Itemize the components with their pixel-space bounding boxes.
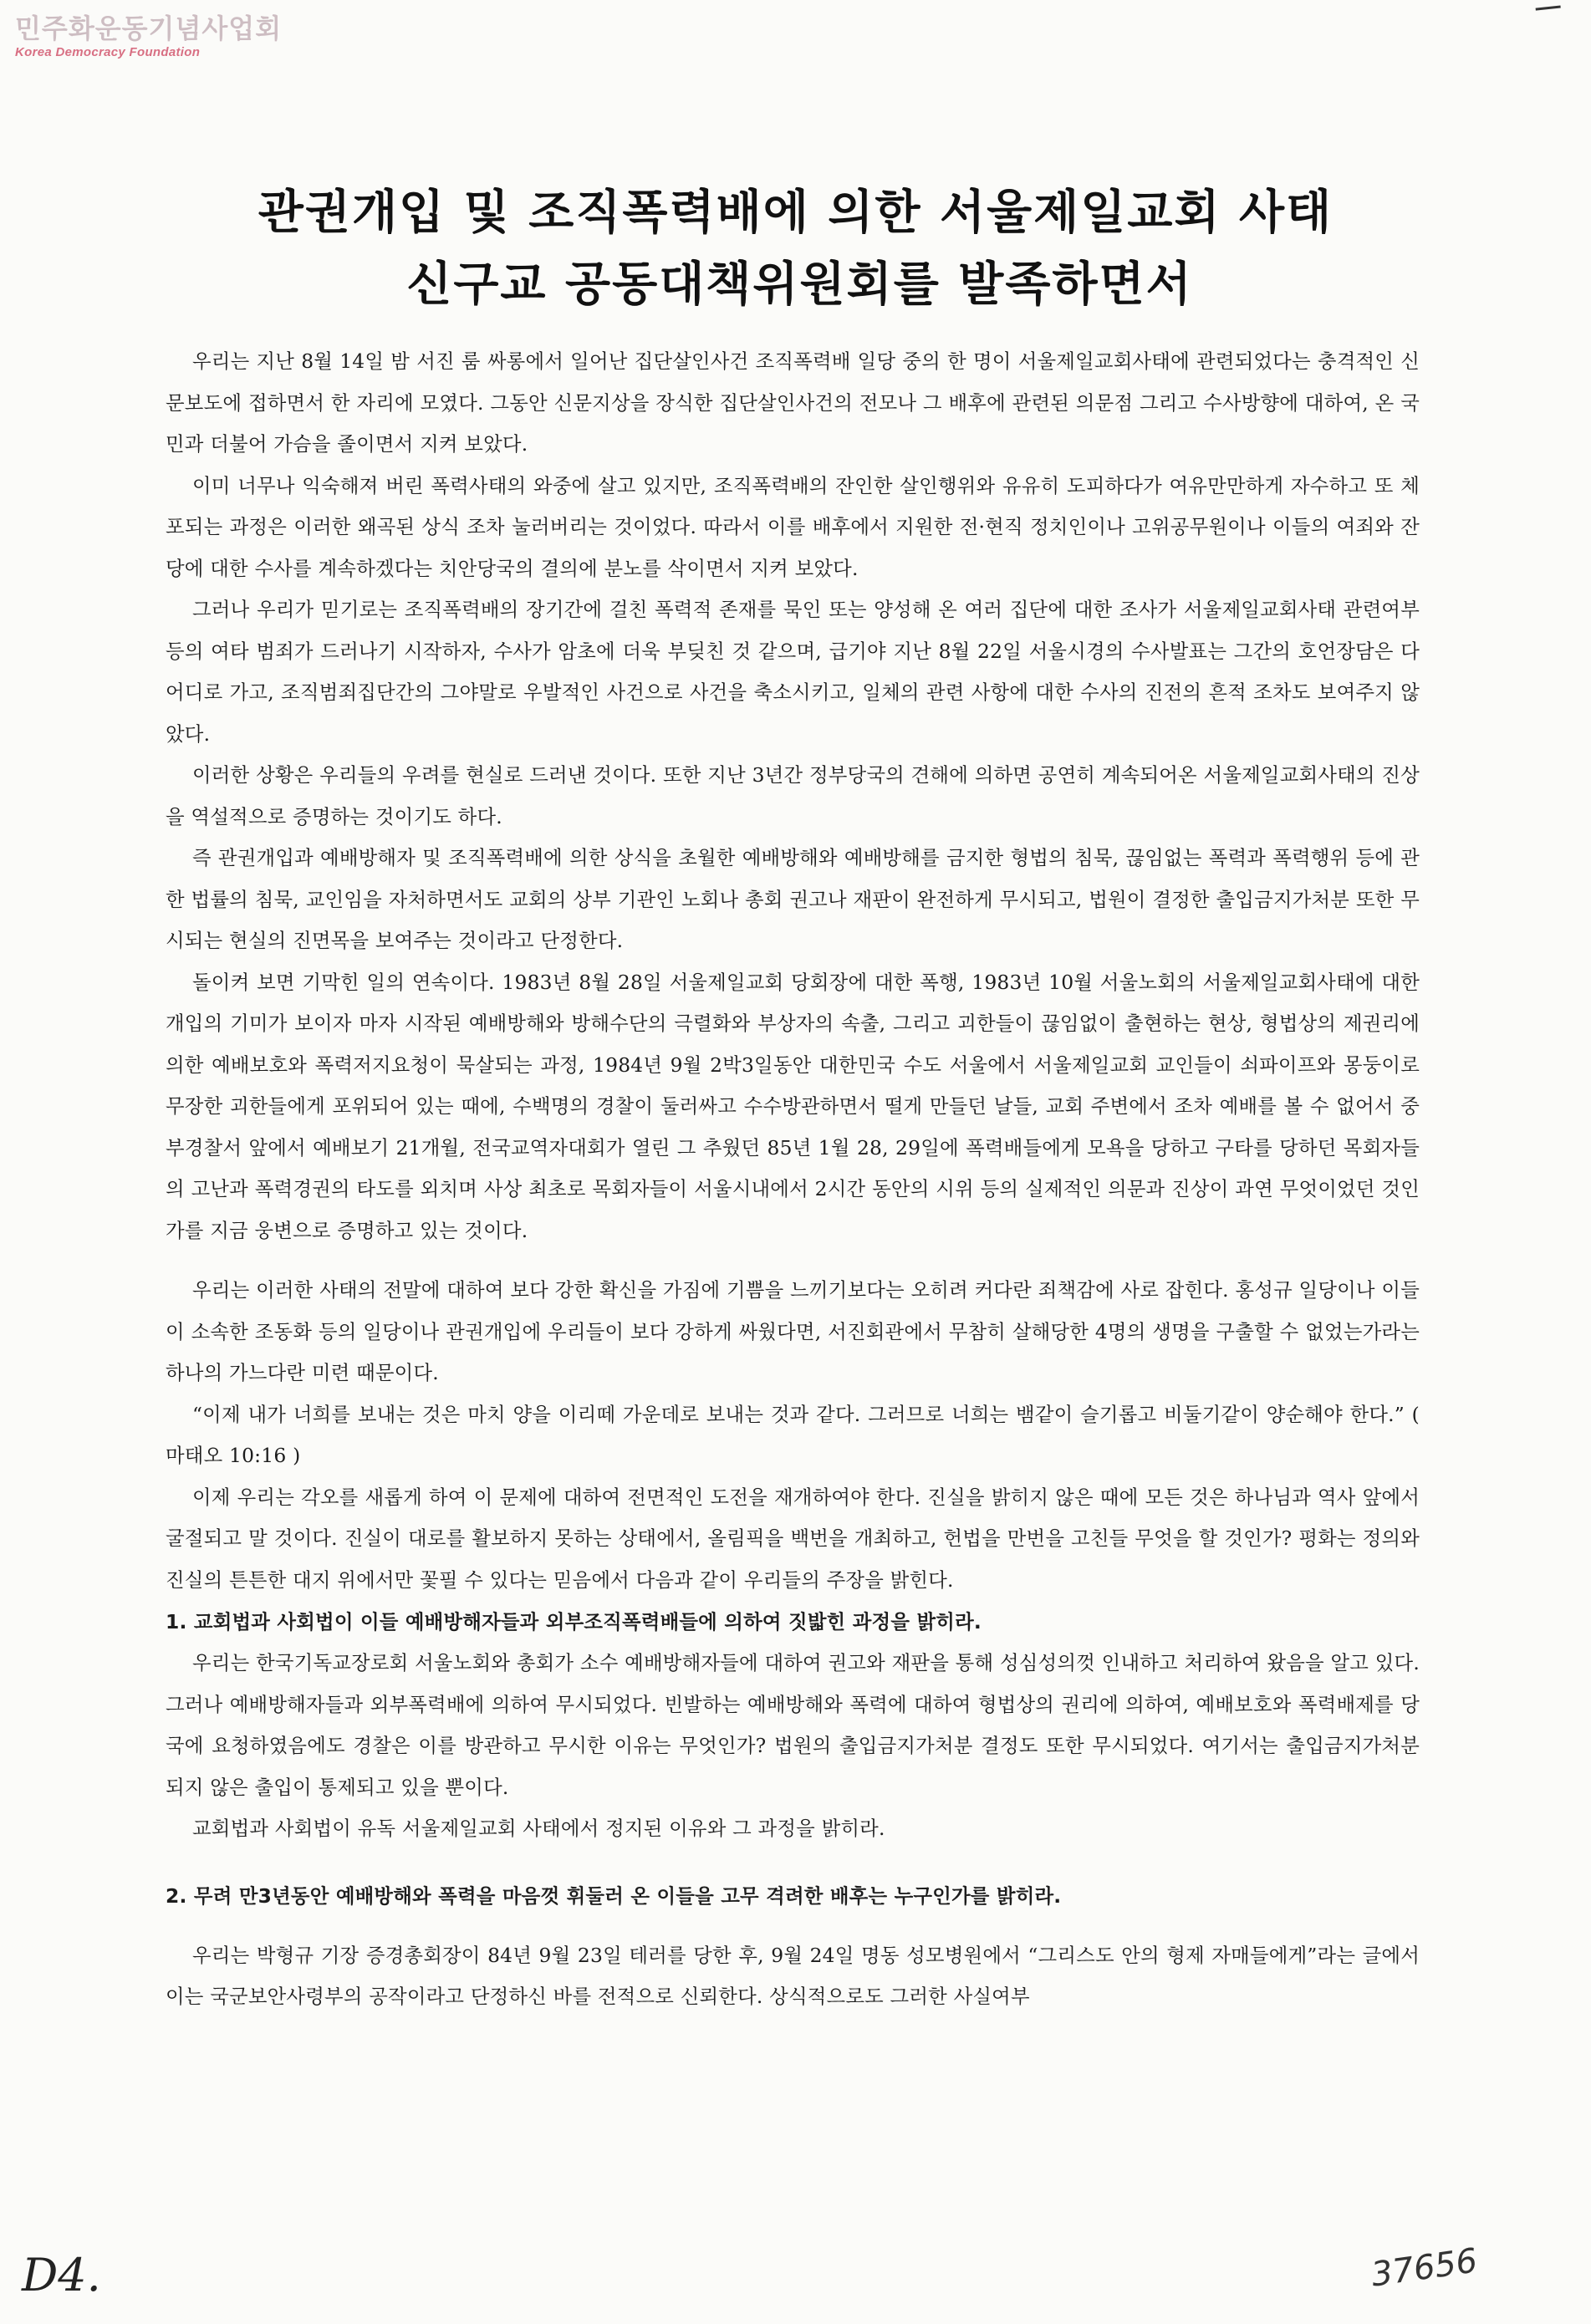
paragraph-8-quote: “이제 내가 너희를 보내는 것은 마치 양을 이리떼 가운데로 보내는 것과 같다. 그러므로 너희는 뱀같이 슬기롭고 비둘기같이 양순해야 한다.” ( 마태오 10:16 )	[166, 1402, 1420, 1467]
watermark-english: Korea Democracy Foundation	[15, 45, 201, 59]
paragraph-5: 즉 관권개입과 예배방해자 및 조직폭력배에 의한 상식을 초월한 예배방해와 예배방해를 금지한 형법의 침묵, 끊임없는 폭력과 폭력행위 등에 관한 법률의 침묵, 교인임을 자처하면서도 교회의 상부 기관인 노회나 총회 권고나 재판이 완전하게 무시되고, 법원이 결정한 출입금지가처분 또한 무시되는 현실의 진면목을 보여주는 것이라고 단정한다.	[166, 846, 1420, 952]
paragraph-9: 이제 우리는 각오를 새롭게 하여 이 문제에 대하여 전면적인 도전을 재개하여야 한다. 진실을 밝히지 않은 때에 모든 것은 하나님과 역사 앞에서 굴절되고 말 것이다. 진실이 대로를 활보하지 못하는 상태에서, 올림픽을 백번을 개최하고, 헌법을 만번을 고친들 무엇을 할 것인가? 평화는 정의와 진실의 튼튼한 대지 위에서만 꽃필 수 있다는 믿음에서 다음과 같이 우리들의 주장을 밝힌다.	[166, 1485, 1420, 1592]
paragraph-4: 이러한 상황은 우리들의 우려를 현실로 드러낸 것이다. 또한 지난 3년간 정부당국의 견해에 의하면 공연히 계속되어온 서울제일교회사태의 진상을 역설적으로 증명하는 것이기도 하다.	[166, 763, 1420, 828]
paragraph-11: 교회법과 사회법이 유독 서울제일교회 사태에서 정지된 이유와 그 과정을 밝히라.	[192, 1817, 885, 1840]
section-heading-2: 2. 무려 만3년동안 예배방해와 폭력을 마음껏 휘둘러 온 이들을 고무 격려한 배후는 누구인가를 밝히라.	[166, 1883, 1062, 1908]
paragraph-2: 이미 너무나 익숙해져 버린 폭력사태의 와중에 살고 있지만, 조직폭력배의 잔인한 살인행위와 유유히 도피하다가 여유만만하게 자수하고 또 체포되는 과정은 이러한 왜곡된 상식 조차 눌러버리는 것이었다. 따라서 이를 배후에서 지원한 전·현직 정치인이나 고위공무원이나 이들의 여죄와 잔당에 대한 수사를 계속하겠다는 치안당국의 결의에 분노를 삭이면서 지켜 보았다.	[166, 473, 1420, 580]
paragraph-10: 우리는 한국기독교장로회 서울노회와 총회가 소수 예배방해자들에 대하여 권고와 재판을 통해 성심성의껏 인내하고 처리하여 왔음을 알고 있다. 그러나 예배방해자들과 외부폭력배에 의하여 무시되었다. 빈발하는 예배방해와 폭력에 대하여 형법상의 권리에 의하여, 예배보호와 폭력배제를 당국에 요청하였음에도 경찰은 이를 방관하고 무시한 이유는 무엇인가? 법원의 출입금지가처분 결정도 또한 무시되었다. 여기서는 출입금지가처분 되지 않은 출입이 통제되고 있을 뿐이다.	[166, 1651, 1420, 1799]
watermark	[15, 12, 282, 60]
paragraph-6: 돌이켜 보면 기막힌 일의 연속이다. 1983년 8월 28일 서울제일교회 당회장에 대한 폭행, 1983년 10월 서울노회의 서울제일교회사태에 대한 개입의 기미가 보이자 마자 시작된 예배방해와 방해수단의 극렬화와 부상자의 속출, 그리고 괴한들이 끊임없이 출현하는 현상, 형법상의 제권리에 의한 예배보호와 폭력저지요청이 묵살되는 과정, 1984년 9월 2박3일동안 대한민국 수도 서울에서 서울제일교회 교인들이 쇠파이프와 몽둥이로 무장한 괴한들에게 포위되어 있는 때에, 수백명의 경찰이 둘러싸고 수수방관하면서 떨게 만들던 날들, 교회 주변에서 조차 예배를 볼 수 없어서 중부경찰서 앞에서 예배보기 21개월, 전국교역자대회가 열린 그 추웠던 85년 1월 28, 29일에 폭력배들에게 모욕을 당하고 구타를 당하던 목회자들의 고난과 폭력경권의 타도를 외치며 사상 최초로 목회자들이 서울시내에서 2시간 동안의 시위 등의 실제적인 의문과 진상이 과연 무엇이었던 것인가를 지금 웅변으로 증명하고 있는 것이다.	[166, 970, 1420, 1242]
paragraph-12: 우리는 박형규 기장 증경총회장이 84년 9월 23일 테러를 당한 후, 9월 24일 명동 성모병원에서 “그리스도 안의 형제 자매들에게”라는 글에서 이는 국군보안사령부의 공작이라고 단정하신 바를 전적으로 신뢰한다. 상식적으로도 그러한 사실여부	[166, 1943, 1420, 2008]
paragraph-1: 우리는 지난 8월 14일 밤 서진 룸 싸롱에서 일어난 집단살인사건 조직폭력배 일당 중의 한 명이 서울제일교회사태에 관련되었다는 충격적인 신문보도에 접하면서 한 자리에 모였다. 그동안 신문지상을 장식한 집단살인사건의 전모나 그 배후에 관련된 의문점 그리고 수사방향에 대하여, 온 국민과 더불어 가슴을 졸이면서 지켜 보았다.	[166, 349, 1420, 456]
title-line-1: 관권개입 및 조직폭력배에 의한 서울제일교회 사태	[258, 186, 1333, 240]
document-body	[166, 341, 1420, 2018]
handwritten-archive-number: 37656	[1369, 2241, 1480, 2295]
paragraph-3: 그러나 우리가 믿기로는 조직폭력배의 장기간에 걸친 폭력적 존재를 묵인 또는 양성해 온 여러 집단에 대한 조사가 서울제일교회사태 관련여부 등의 여타 범죄가 드러나기 시작하자, 수사가 암초에 더욱 부딪친 것 같으며, 급기야 지난 8월 22일 서울시경의 수사발표는 그간의 호언장담은 다 어디로 가고, 조직범죄집단간의 그야말로 우발적인 사건으로 사건을 축소시키고, 일체의 관련 사항에 대한 수사의 진전의 흔적 조차도 보여주지 않았다.	[166, 598, 1420, 746]
watermark-korean: 민주화운동기념사업회	[15, 13, 283, 44]
title-line-2: 신구교 공동대책위원회를 발족하면서	[406, 257, 1193, 312]
paragraph-7: 우리는 이러한 사태의 전말에 대하여 보다 강한 확신을 가짐에 기쁨을 느끼기보다는 오히려 커다란 죄책감에 사로 잡힌다. 홍성규 일당이나 이들이 소속한 조동화 등의 일당이나 관권개입에 우리들이 보다 강하게 싸웠다면, 서진회관에서 무참히 살해당한 4명의 생명을 구출할 수 없었는가라는 하나의 가느다란 미련 때문이다.	[166, 1278, 1420, 1384]
document-title	[0, 177, 1591, 321]
handwritten-page-mark: D4.	[22, 2249, 101, 2301]
section-heading-1: 1. 교회법과 사회법이 이들 예배방해자들과 외부조직폭력배들에 의하여 짓밟힌 과정을 밝히라.	[166, 1610, 982, 1633]
corner-mark	[1536, 5, 1562, 15]
